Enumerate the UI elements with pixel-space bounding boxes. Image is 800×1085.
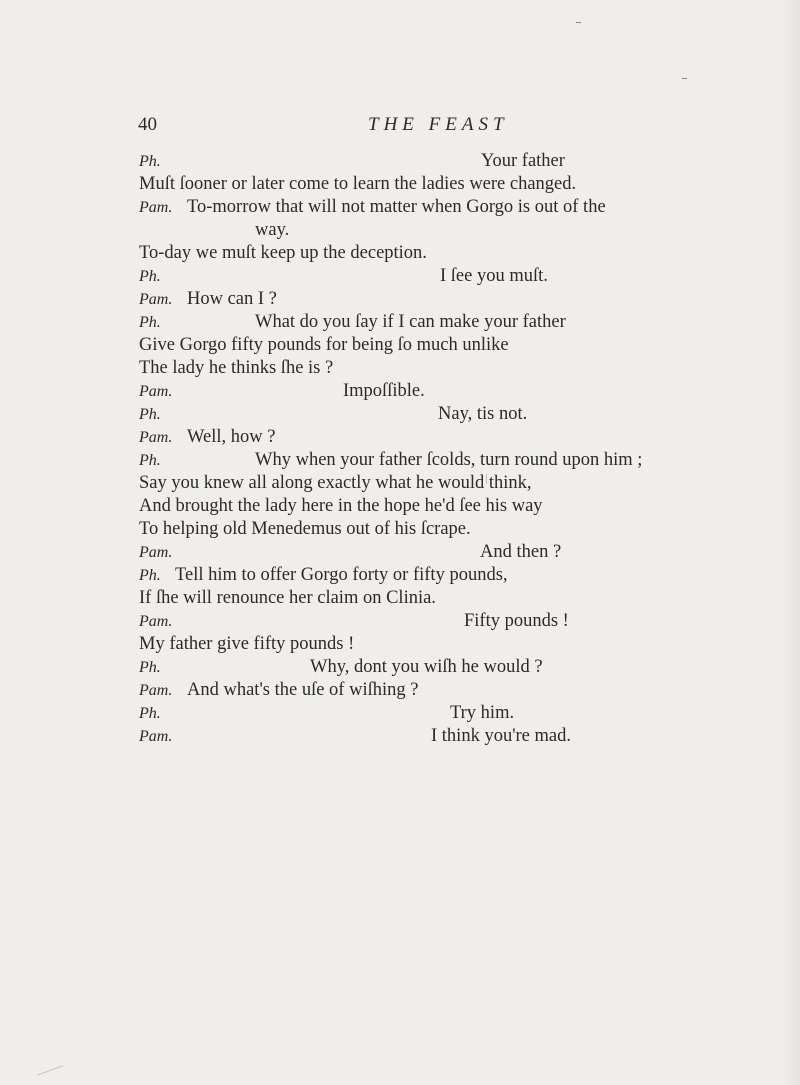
dialogue-line: [139, 610, 779, 633]
dialogue-line: [139, 541, 779, 564]
speaker-label: Ph.: [139, 452, 161, 469]
dialogue-line: [139, 587, 779, 610]
dialogue-line: [139, 311, 779, 334]
line-text: Impoſſible.: [343, 381, 425, 401]
speaker-label: Pam.: [139, 291, 173, 308]
dialogue-line: [139, 196, 779, 219]
dialogue-line: [139, 679, 779, 702]
speaker-label: Pam.: [139, 199, 173, 216]
page-edge-shadow: [782, 0, 800, 1085]
speaker-label: Pam.: [139, 383, 173, 400]
dialogue-line: [139, 633, 779, 656]
line-text: How can I ?: [187, 289, 277, 309]
paper-scuff: [37, 1065, 64, 1076]
speaker-label: Ph.: [139, 153, 161, 170]
line-text: My father give fifty pounds !: [139, 634, 355, 654]
line-text: And what's the uſe of wiſhing ?: [187, 680, 419, 700]
speaker-label: Pam.: [139, 728, 173, 745]
speaker-label: Ph.: [139, 705, 161, 722]
speaker-label: Ph.: [139, 268, 161, 285]
line-text: To helping old Menedemus out of his ſcrape.: [139, 519, 471, 539]
dialogue-line: [139, 288, 779, 311]
line-text: Muſt ſooner or later come to learn the ladies were changed.: [139, 174, 577, 194]
dialogue-line: [139, 472, 779, 495]
dialogue-line: [139, 357, 779, 380]
dialogue-line: [139, 656, 779, 679]
speaker-label: Ph.: [139, 406, 161, 423]
paper-mark: [576, 22, 581, 23]
dialogue-line: [139, 426, 779, 449]
running-title: THE FEAST: [368, 114, 509, 135]
line-text: Fifty pounds !: [464, 611, 569, 631]
line-text: Well, how ?: [187, 427, 276, 447]
dialogue-line: [139, 380, 779, 403]
line-text: Nay, tis not.: [438, 404, 528, 424]
line-text: Why when your father ſcolds, turn round upon him ;: [255, 450, 643, 470]
dialogue-line: [139, 449, 779, 472]
dialogue-line: [139, 403, 779, 426]
line-text: If ſhe will renounce her claim on Clinia.: [139, 588, 436, 608]
dialogue-line: [139, 564, 779, 587]
dialogue-line: [139, 725, 779, 748]
speaker-label: Ph.: [139, 659, 161, 676]
speaker-label: Pam.: [139, 682, 173, 699]
paper-mark: [682, 78, 687, 79]
dialogue-line: [139, 518, 779, 541]
line-text: Your father: [481, 151, 565, 171]
page-number: 40: [138, 114, 157, 135]
paper-speck: [486, 474, 487, 484]
dialogue-line: [139, 495, 779, 518]
line-text: To-morrow that will not matter when Gorgo is out of the: [187, 197, 606, 217]
dialogue-line: [139, 150, 779, 173]
speaker-label: Pam.: [139, 544, 173, 561]
speaker-label: Ph.: [139, 314, 161, 331]
speaker-label: Pam.: [139, 613, 173, 630]
dialogue-line: [139, 265, 779, 288]
line-text: Say you knew all along exactly what he would think,: [139, 473, 532, 493]
line-text: And then ?: [480, 542, 562, 562]
line-text: And brought the lady here in the hope he'd ſee his way: [139, 496, 543, 516]
dialogue-line: [139, 219, 779, 242]
dialogue-line: [139, 334, 779, 357]
line-text: Tell him to offer Gorgo forty or fifty pounds,: [175, 565, 508, 585]
line-text: The lady he thinks ſhe is ?: [139, 358, 334, 378]
line-text: I think you're mad.: [431, 726, 571, 746]
page-header: [0, 114, 800, 144]
dialogue-line: [139, 702, 779, 725]
line-text: Give Gorgo fifty pounds for being ſo much unlike: [139, 335, 509, 355]
line-text: I ſee you muſt.: [440, 266, 548, 286]
speaker-label: Ph.: [139, 567, 161, 584]
dialogue-line: [139, 242, 779, 265]
line-text: Try him.: [450, 703, 515, 723]
line-text: Why, dont you wiſh he would ?: [310, 657, 543, 677]
line-text: way.: [255, 220, 290, 240]
play-text: [139, 150, 779, 748]
line-text: To-day we muſt keep up the deception.: [139, 243, 427, 263]
speaker-label: Pam.: [139, 429, 173, 446]
line-text: What do you ſay if I can make your father: [255, 312, 566, 332]
dialogue-line: [139, 173, 779, 196]
